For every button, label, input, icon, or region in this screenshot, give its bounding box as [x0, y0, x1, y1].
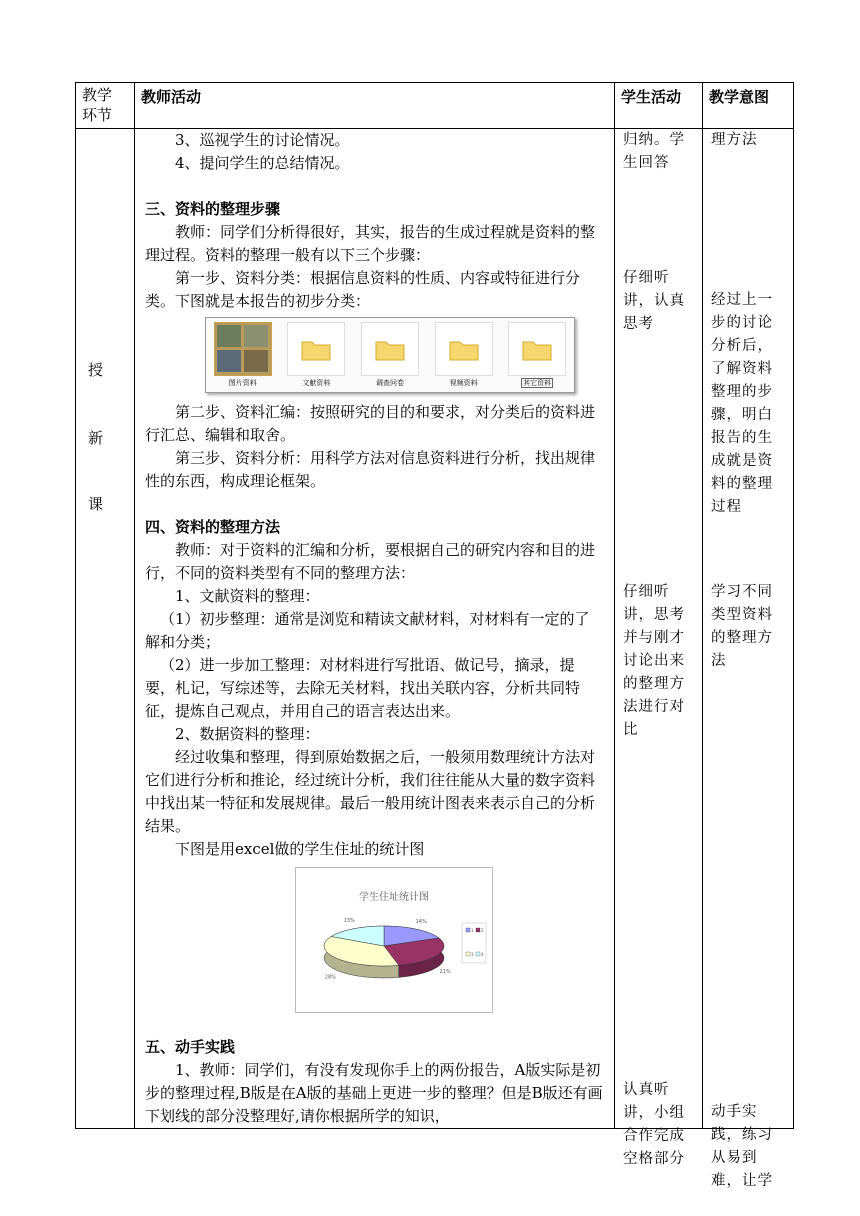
folder-item [285, 322, 347, 388]
lesson-plan-table [75, 82, 794, 1189]
folder-label: 其它资料 [523, 379, 552, 387]
student-activity-cell [615, 129, 703, 1167]
folder-item [433, 322, 495, 388]
header-teacher-activity: 教师活动 [141, 88, 202, 106]
folder-item [506, 322, 568, 388]
legend-label: 3 [471, 952, 474, 957]
section-heading-4: 四、资料的整理方法 [145, 518, 281, 536]
header-stage: 教学环节 [82, 86, 113, 124]
folder-icon [361, 322, 419, 376]
header-student-activity: 学生活动 [621, 88, 682, 106]
paragraph: 第三步、资料分析：用科学方法对信息资料进行分析，找出规律性的东西，构成理论框架。 [145, 449, 596, 490]
header-row [76, 83, 794, 129]
legend-label: 2 [481, 928, 484, 933]
intent-note-4: 动手实践，练习从易到难，让学 [711, 1104, 773, 1189]
folder-icon [435, 322, 493, 376]
paragraph: 2、数据资料的整理： [175, 725, 320, 743]
legend-swatch [476, 928, 480, 932]
folder-label: 视频资料 [449, 379, 478, 387]
student-note-1: 归纳。学生回答 [623, 132, 685, 171]
paragraph: （2）进一步加工整理：对材料进行写批语、做记号，摘录，提要，札记，写综述等，去除无关材料，找出关联内容，分析共同特征，提炼自己观点，并用自己的语言表达出来。 [145, 656, 581, 720]
folder-item [212, 322, 274, 388]
paragraph: 下图是用excel做的学生住址的统计图 [175, 840, 425, 858]
student-note-3: 仔细听讲，思考并与刚才讨论出来的整理方法进行对比 [623, 584, 685, 738]
folder-label: 调查问卷 [375, 379, 404, 387]
photo-folder-icon [214, 322, 272, 376]
folder-label: 文献资料 [302, 379, 331, 387]
student-note-2: 仔细听讲，认真思考 [623, 270, 685, 332]
stage-char-1: 授 [88, 361, 104, 379]
pie-data-label: 14% [415, 918, 427, 925]
legend-label: 4 [481, 952, 484, 957]
folder-screenshot [205, 317, 575, 393]
legend-swatch [466, 928, 470, 932]
paragraph: 第一步、资料分类：根据信息资料的性质、内容或特征进行分类。下图就是本报告的初步分类： [145, 269, 581, 310]
folder-icon [508, 322, 566, 376]
text-line: 4、提问学生的总结情况。 [175, 154, 350, 172]
intent-cell [703, 129, 794, 1189]
stage-char-2: 新 [88, 429, 104, 447]
paragraph: 教师：对于资料的汇编和分析，要根据自己的研究内容和目的进行，不同的资料类型有不同的整理方法： [145, 541, 596, 582]
pie-data-label: 13% [343, 918, 355, 925]
intent-note-2: 经过上一步的讨论分析后，了解资料整理的步骤，明白报告的生成就是资料的整理过程 [711, 292, 773, 515]
paragraph: 1、教师：同学们，有没有发现你手上的两份报告，A版实际是初步的整理过程,B版是在A版的基础上更进一步的整理？但是B版还有画下划线的部分没整理好,请你根据所学的知识， [145, 1061, 603, 1125]
body-row [76, 129, 794, 1129]
pie-data-label: 21% [439, 969, 451, 976]
legend-label: 1 [471, 928, 474, 933]
paragraph: 第二步、资料汇编：按照研究的目的和要求，对分类后的资料进行汇总、编辑和取舍。 [145, 403, 596, 444]
student-note-4: 认真听讲，小组合作完成空格部分 [623, 1082, 685, 1167]
intent-note-1: 理方法 [711, 132, 758, 148]
stage-char-3: 课 [88, 495, 104, 513]
paragraph: 教师：同学们分析得很好，其实，报告的生成过程就是资料的整理过程。资料的整理一般有以下三个步骤： [145, 223, 596, 264]
paragraph: 1、文献资料的整理： [175, 587, 320, 605]
text-line: 3、巡视学生的讨论情况。 [175, 131, 350, 149]
folder-item [359, 322, 421, 388]
paragraph: （1）初步整理：通常是浏览和精读文献材料，对材料有一定的了解和分类； [145, 610, 590, 651]
stage-cell [76, 129, 135, 1129]
folder-icon [287, 322, 345, 376]
pie-data-label: 28% [324, 974, 336, 981]
folder-label: 图片资料 [228, 379, 257, 387]
teacher-activity-cell [135, 129, 615, 1129]
legend-swatch [476, 952, 480, 956]
pie-chart [295, 867, 493, 1013]
pie-chart-svg [296, 868, 492, 1012]
section-heading-5: 五、动手实践 [145, 1038, 236, 1056]
paragraph: 经过收集和整理，得到原始数据之后，一般须用数理统计方法对它们进行分析和推论，经过统计分析，我们往往能从大量的数字资料中找出某一特征和发展规律。最后一般用统计图表来表示自己的分析结果。 [145, 748, 596, 835]
legend-swatch [466, 952, 470, 956]
chart-title: 学生住址统计图 [359, 892, 429, 903]
intent-note-3: 学习不同类型资料的整理方法 [711, 584, 773, 669]
header-teaching-intent: 教学意图 [709, 88, 770, 106]
section-heading-3: 三、资料的整理步骤 [145, 200, 281, 218]
